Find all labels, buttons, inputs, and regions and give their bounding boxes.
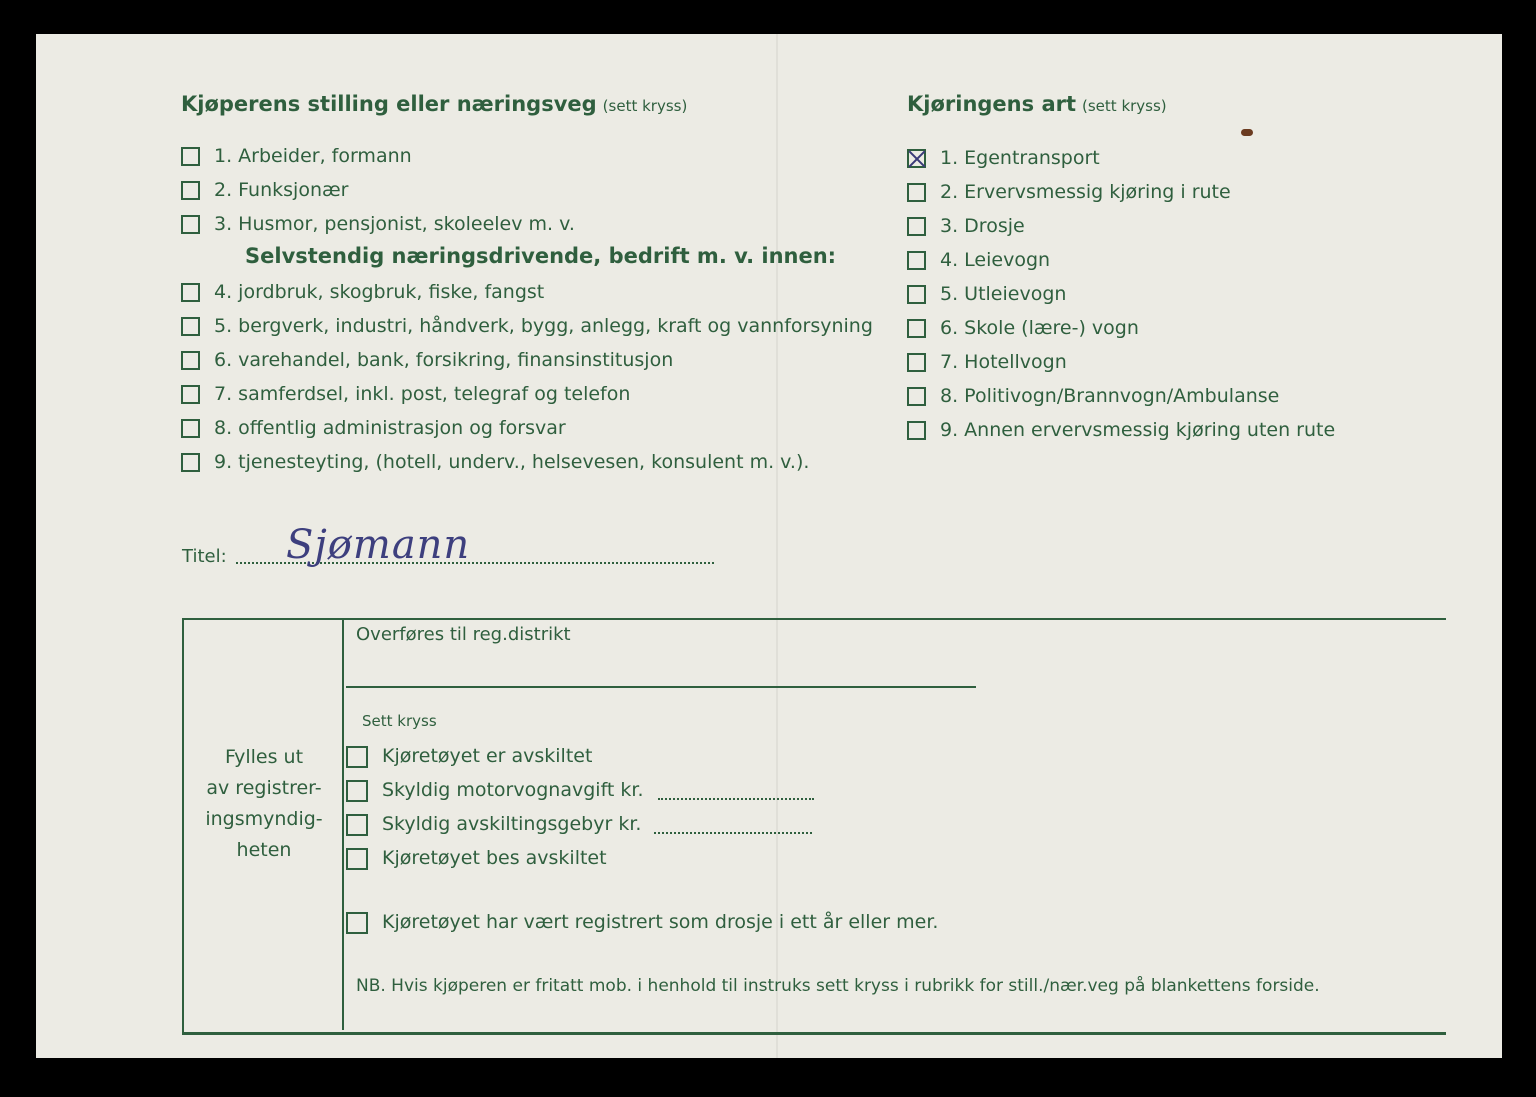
checkbox[interactable]	[346, 746, 368, 768]
checkbox[interactable]	[346, 848, 368, 870]
checkbox[interactable]	[346, 912, 368, 934]
transfer-label: Overføres til reg.distrikt	[356, 624, 571, 645]
occupation-item-1[interactable]	[181, 144, 412, 168]
item-label: Kjøretøyet bes avskiltet	[382, 847, 607, 869]
item-label: Kjøretøyet er avskiltet	[382, 745, 593, 767]
checkbox[interactable]	[907, 353, 926, 372]
driving-type-item-4[interactable]	[907, 248, 1050, 272]
driving-type-item-8[interactable]	[907, 384, 1279, 408]
reg-check-drosje[interactable]	[346, 910, 938, 934]
item-label: Skyldig avskiltingsgebyr kr.	[382, 813, 642, 835]
item-label: 9. Annen ervervsmessig kjøring uten rute	[940, 419, 1336, 441]
item-label: 9. tjenesteyting, (hotell, underv., helsevesen, konsulent m. v.).	[214, 451, 810, 473]
heading-text: Kjøperens stilling eller næringsveg	[181, 92, 597, 116]
occupation-item-2[interactable]	[181, 178, 348, 202]
item-label: 6. varehandel, bank, forsikring, finansinstitusjon	[214, 349, 674, 371]
item-label: 3. Husmor, pensjonist, skoleelev m. v.	[214, 213, 575, 235]
item-label: 3. Drosje	[940, 215, 1025, 237]
registration-divider	[342, 620, 344, 1030]
checkbox[interactable]	[907, 421, 926, 440]
checkbox[interactable]	[181, 181, 200, 200]
buyer-occupation-heading	[181, 92, 687, 116]
item-label: 7. samferdsel, inkl. post, telegraf og telefon	[214, 383, 631, 405]
checkbox[interactable]	[181, 419, 200, 438]
item-label: 2. Ervervsmessig kjøring i rute	[940, 181, 1231, 203]
driving-type-item-6[interactable]	[907, 316, 1139, 340]
checkbox[interactable]	[907, 387, 926, 406]
item-label: 8. offentlig administrasjon og forsvar	[214, 417, 566, 439]
side-label-line: Fylles ut	[224, 746, 304, 768]
reg-check-bes-avskiltet[interactable]	[346, 846, 607, 870]
side-label-line: heten	[236, 839, 292, 861]
checkbox[interactable]	[181, 317, 200, 336]
checkbox[interactable]	[907, 319, 926, 338]
checkbox[interactable]	[181, 283, 200, 302]
reg-check-avskiltet[interactable]	[346, 744, 592, 768]
heading-note: (sett kryss)	[1082, 97, 1167, 115]
item-label: 5. Utleievogn	[940, 283, 1067, 305]
item-label: 2. Funksjonær	[214, 179, 349, 201]
item-label: 8. Politivogn/Brannvogn/Ambulanse	[940, 385, 1280, 407]
form-sheet	[36, 34, 1502, 1058]
occupation-item-4[interactable]	[181, 280, 544, 304]
transfer-line[interactable]	[346, 686, 976, 688]
checkbox[interactable]	[346, 814, 368, 836]
item-label: 1. Egentransport	[940, 147, 1100, 169]
titel-handwritten-value[interactable]: Sjømann	[286, 522, 471, 568]
checkbox[interactable]	[181, 215, 200, 234]
checkbox[interactable]	[907, 183, 926, 202]
motorvognavgift-amount-line[interactable]	[658, 798, 814, 800]
checkbox[interactable]	[907, 285, 926, 304]
side-label-line: ingsmyndig-	[205, 808, 323, 830]
checkbox[interactable]	[907, 217, 926, 236]
checkbox[interactable]	[907, 251, 926, 270]
checkbox-checked[interactable]	[907, 149, 926, 168]
titel-label: Titel:	[182, 546, 227, 567]
ink-spot	[1241, 129, 1253, 136]
checkbox[interactable]	[181, 453, 200, 472]
occupation-item-7[interactable]	[181, 382, 630, 406]
side-label-line: av registrer-	[206, 777, 322, 799]
occupation-item-3[interactable]	[181, 212, 575, 236]
item-label: Kjøretøyet har vært registrert som drosje i ett år eller mer.	[382, 911, 939, 933]
registration-side-label	[194, 742, 334, 866]
sett-kryss-label: Sett kryss	[362, 712, 437, 730]
item-label: 1. Arbeider, formann	[214, 145, 412, 167]
driving-type-item-5[interactable]	[907, 282, 1066, 306]
checkbox[interactable]	[181, 385, 200, 404]
reg-check-avskiltingsgebyr[interactable]	[346, 812, 641, 836]
registration-box	[182, 618, 1446, 1035]
driving-type-heading	[907, 92, 1167, 116]
reg-check-motorvognavgift[interactable]	[346, 778, 644, 802]
avskiltingsgebyr-amount-line[interactable]	[654, 832, 812, 834]
driving-type-item-1[interactable]	[907, 146, 1100, 170]
item-label: 4. jordbruk, skogbruk, fiske, fangst	[214, 281, 545, 303]
self-employed-subheading: Selvstendig næringsdrivende, bedrift m. v. innen:	[245, 244, 837, 268]
checkbox[interactable]	[181, 147, 200, 166]
driving-type-item-9[interactable]	[907, 418, 1335, 442]
heading-note: (sett kryss)	[602, 97, 688, 115]
nb-note: NB. Hvis kjøperen er fritatt mob. i henhold til instruks sett kryss i rubrikk for still./nær.veg på blankettens forside.	[356, 976, 1320, 996]
occupation-item-5[interactable]	[181, 314, 873, 338]
checkbox[interactable]	[346, 780, 368, 802]
occupation-item-9[interactable]	[181, 450, 809, 474]
item-label: 4. Leievogn	[940, 249, 1051, 271]
item-label: 6. Skole (lære-) vogn	[940, 317, 1139, 339]
checkbox[interactable]	[181, 351, 200, 370]
item-label: Skyldig motorvognavgift kr.	[382, 779, 644, 801]
occupation-item-6[interactable]	[181, 348, 673, 372]
driving-type-item-7[interactable]	[907, 350, 1067, 374]
item-label: 7. Hotellvogn	[940, 351, 1067, 373]
heading-text: Kjøringens art	[907, 92, 1077, 116]
item-label: 5. bergverk, industri, håndverk, bygg, anlegg, kraft og vannforsyning	[214, 315, 873, 337]
driving-type-item-3[interactable]	[907, 214, 1025, 238]
occupation-item-8[interactable]	[181, 416, 566, 440]
driving-type-item-2[interactable]	[907, 180, 1231, 204]
